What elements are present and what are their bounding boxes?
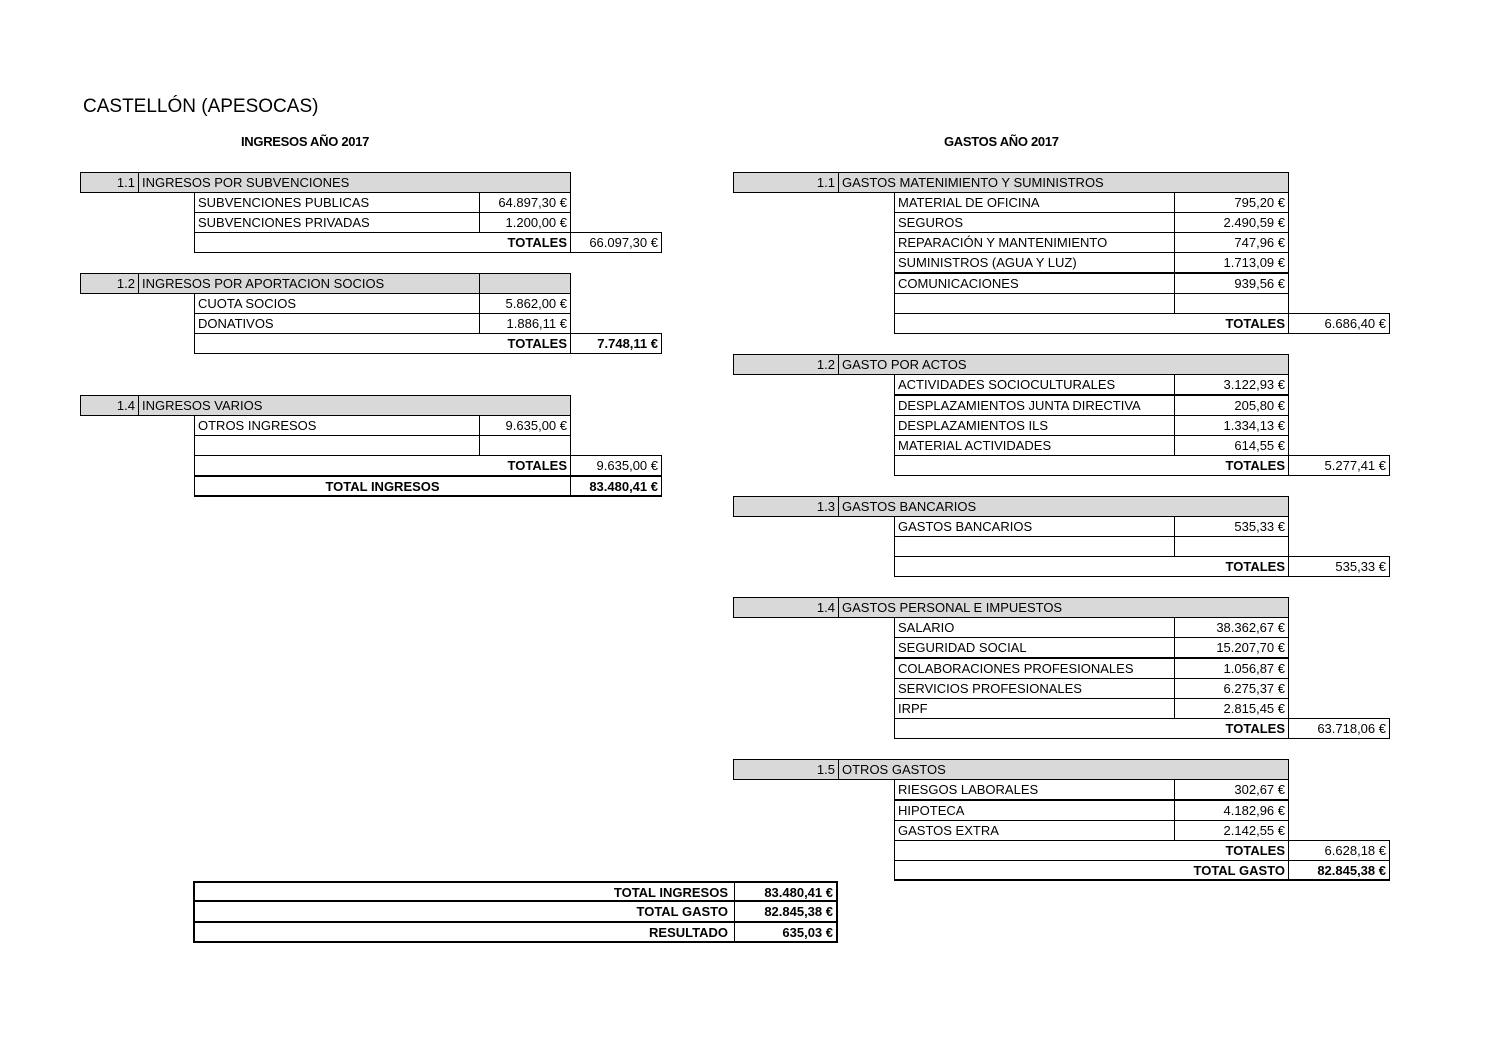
row-label: REPARACIÓN Y MANTENIMIENTO [894, 232, 1175, 253]
totales-label: TOTALES [894, 556, 1289, 577]
total-gasto-label: TOTAL GASTO [894, 860, 1289, 881]
row-value: 1.713,09 € [1174, 252, 1289, 273]
summary-gasto-value: 82.845,38 € [734, 902, 838, 923]
totales-value: 63.718,06 € [1288, 718, 1390, 739]
section-number: 1.4 [733, 597, 839, 618]
row-label: SEGURIDAD SOCIAL [894, 637, 1175, 658]
row-value: 4.182,96 € [1174, 800, 1289, 821]
row-label: HIPOTECA [894, 800, 1175, 821]
row-value: 205,80 € [1174, 395, 1289, 416]
totales-value: 9.635,00 € [570, 455, 662, 476]
row-label: DESPLAZAMIENTOS ILS [894, 415, 1175, 436]
total-gasto-value: 82.845,38 € [1288, 860, 1390, 881]
section-number: 1.1 [733, 172, 839, 193]
totales-value: 5.277,41 € [1288, 455, 1390, 476]
totales-value: 66.097,30 € [570, 232, 662, 253]
row-value: 535,33 € [1174, 516, 1289, 537]
section-name: GASTOS PERSONAL E IMPUESTOS [838, 597, 1289, 618]
section-number: 1.3 [733, 496, 839, 517]
section-number: 1.2 [80, 273, 139, 294]
row-label: SALARIO [894, 617, 1175, 638]
row-label: OTROS INGRESOS [194, 415, 480, 436]
row-value: 3.122,93 € [1174, 374, 1289, 395]
row-value-empty [1174, 293, 1289, 314]
row-value: 747,96 € [1174, 232, 1289, 253]
row-value: 1.056,87 € [1174, 658, 1289, 679]
row-label: DESPLAZAMIENTOS JUNTA DIRECTIVA [894, 395, 1175, 416]
row-value: 939,56 € [1174, 273, 1289, 294]
row-value: 302,67 € [1174, 779, 1289, 800]
totales-label: TOTALES [894, 718, 1289, 739]
totales-value: 535,33 € [1288, 556, 1390, 577]
row-value: 15.207,70 € [1174, 637, 1289, 658]
row-label: ACTIVIDADES SOCIOCULTURALES [894, 374, 1175, 395]
row-label: GASTOS BANCARIOS [894, 516, 1175, 537]
section-name: GASTO POR ACTOS [838, 354, 1289, 375]
summary-ingresos-label: TOTAL INGRESOS [193, 881, 735, 902]
row-label: COLABORACIONES PROFESIONALES [894, 658, 1175, 679]
section-name: GASTOS BANCARIOS [838, 496, 1289, 517]
section-number: 1.2 [733, 354, 839, 375]
totales-label: TOTALES [194, 232, 571, 253]
totales-value: 7.748,11 € [570, 333, 662, 354]
row-value-empty [479, 435, 571, 456]
totales-value: 6.686,40 € [1288, 313, 1390, 334]
row-label: SUBVENCIONES PRIVADAS [194, 212, 480, 233]
section-name: INGRESOS POR SUBVENCIONES [138, 172, 571, 193]
section-name: GASTOS MATENIMIENTO Y SUMINISTROS [838, 172, 1289, 193]
summary-ingresos-value: 83.480,41 € [734, 881, 838, 902]
row-value: 9.635,00 € [479, 415, 571, 436]
row-label: SERVICIOS PROFESIONALES [894, 678, 1175, 699]
row-label: CUOTA SOCIOS [194, 293, 480, 314]
section-name: OTROS GASTOS [838, 759, 1289, 780]
summary-resultado-label: RESULTADO [193, 922, 735, 943]
section-number: 1.4 [80, 395, 139, 416]
row-label: IRPF [894, 698, 1175, 719]
row-label: DONATIVOS [194, 313, 480, 334]
row-label: SUBVENCIONES PUBLICAS [194, 192, 480, 213]
total-ingresos-value: 83.480,41 € [570, 476, 662, 497]
ingresos-title: INGRESOS AÑO 2017 [241, 134, 370, 149]
section-number: 1.5 [733, 759, 839, 780]
summary-resultado-value: 635,03 € [734, 922, 838, 943]
row-label: SEGUROS [894, 212, 1175, 233]
row-value: 1.886,11 € [479, 313, 571, 334]
row-label: COMUNICACIONES [894, 273, 1175, 294]
gastos-title: GASTOS AÑO 2017 [944, 134, 1059, 149]
row-value: 795,20 € [1174, 192, 1289, 213]
summary-gasto-label: TOTAL GASTO [193, 902, 735, 923]
section-name: INGRESOS POR APORTACION SOCIOS [138, 273, 480, 294]
row-value: 1.334,13 € [1174, 415, 1289, 436]
section-name: INGRESOS VARIOS [138, 395, 571, 416]
row-value: 38.362,67 € [1174, 617, 1289, 638]
row-label: GASTOS EXTRA [894, 820, 1175, 841]
totales-label: TOTALES [194, 333, 571, 354]
totales-label: TOTALES [194, 455, 571, 476]
row-value: 5.862,00 € [479, 293, 571, 314]
section-number: 1.1 [80, 172, 139, 193]
totales-label: TOTALES [894, 455, 1289, 476]
row-label-empty [194, 435, 480, 456]
row-value: 2.142,55 € [1174, 820, 1289, 841]
row-label: MATERIAL DE OFICINA [894, 192, 1175, 213]
row-value-empty [1174, 536, 1289, 557]
total-ingresos-label: TOTAL INGRESOS [194, 476, 571, 497]
row-value: 2.815,45 € [1174, 698, 1289, 719]
row-label-empty [894, 293, 1175, 314]
row-value: 1.200,00 € [479, 212, 571, 233]
totales-label: TOTALES [894, 313, 1289, 334]
section-header-empty [479, 273, 571, 294]
row-value: 614,55 € [1174, 435, 1289, 456]
row-value: 2.490,59 € [1174, 212, 1289, 233]
row-label-empty [894, 536, 1175, 557]
row-value: 6.275,37 € [1174, 678, 1289, 699]
totales-label: TOTALES [894, 840, 1289, 861]
row-label: SUMINISTROS (AGUA Y LUZ) [894, 252, 1175, 273]
totales-value: 6.628,18 € [1288, 840, 1390, 861]
page-title: CASTELLÓN (APESOCAS) [83, 96, 319, 117]
row-label: RIESGOS LABORALES [894, 779, 1175, 800]
row-value: 64.897,30 € [479, 192, 571, 213]
row-label: MATERIAL ACTIVIDADES [894, 435, 1175, 456]
